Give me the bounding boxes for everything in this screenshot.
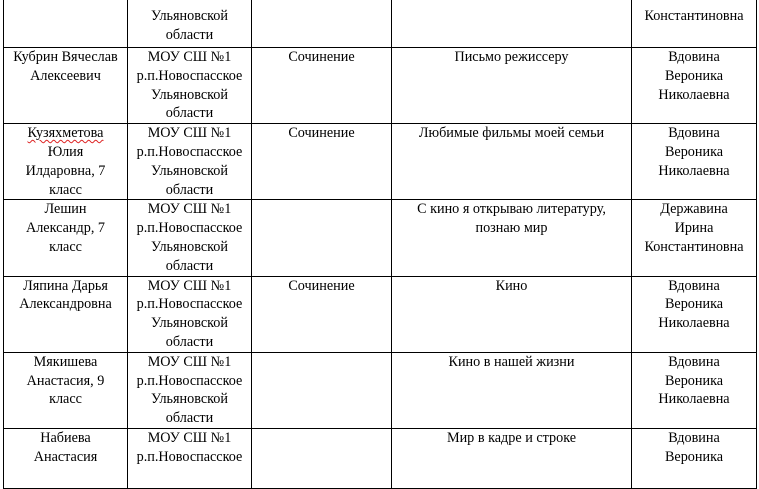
title-line: Письмо режиссеру (454, 49, 569, 65)
school-line: области (165, 105, 214, 122)
school-line: Ульяновской (151, 86, 228, 103)
supervisor-line: Вероника (664, 67, 724, 84)
school-line: р.п.Новоспасское (136, 220, 243, 237)
supervisor-cell (632, 276, 757, 352)
title-line: Кино (495, 277, 528, 294)
supervisor-line: Державина (660, 201, 728, 218)
school-line: области (165, 410, 214, 427)
name-line: класс (49, 391, 82, 408)
supervisor-line: Константиновна (644, 7, 744, 24)
name-line: Мякишева (33, 353, 98, 370)
table-row (4, 124, 757, 200)
supervisor-cell (632, 428, 757, 488)
supervisor-line: Вероника (664, 372, 724, 389)
title-line: Кино в нашей жизни (448, 353, 575, 370)
school-line: Ульяновской (151, 315, 228, 332)
school-line: МОУ СШ №1 (147, 353, 232, 370)
school-line: Ульяновской (151, 238, 228, 255)
school-line: МОУ СШ №1 (147, 49, 232, 65)
supervisor-cell (632, 124, 757, 200)
work-type-cell (252, 428, 392, 488)
name-line: Юлия (47, 143, 84, 160)
school-line: р.п.Новоспасское (136, 67, 243, 84)
school-line: р.п.Новоспасское (136, 143, 243, 160)
supervisor-cell (632, 352, 757, 428)
work-type-cell: Сочинение (252, 48, 392, 124)
work-type-cell: Сочинение (252, 124, 392, 200)
name-line: Алексеевич (30, 67, 101, 84)
supervisor-line: Николаевна (658, 162, 730, 179)
title-line: познаю мир (475, 220, 548, 237)
school-cell (128, 124, 252, 200)
name-line: Александр, 7 (25, 220, 106, 237)
table-row (4, 428, 757, 488)
school-cell (128, 200, 252, 276)
title-cell (392, 124, 632, 200)
name-line: Ляпина Дарья (23, 277, 108, 294)
school-line (129, 0, 250, 7)
table-row (4, 352, 757, 428)
name-cell (4, 124, 128, 200)
work-type-cell (252, 200, 392, 276)
school-line: р.п.Новоспасское (136, 372, 243, 389)
table-row (4, 276, 757, 352)
name-line: Илдаровна, 7 (25, 162, 106, 179)
school-line: МОУ СШ №1 (147, 277, 232, 294)
title-cell (392, 276, 632, 352)
school-line: области (165, 181, 214, 198)
title-cell (392, 428, 632, 488)
supervisor-line: Константиновна (644, 238, 744, 255)
name-cell (4, 0, 128, 48)
supervisor-cell (632, 48, 757, 124)
title-cell (392, 48, 632, 124)
name-cell (4, 200, 128, 276)
work-type-cell (252, 0, 392, 48)
supervisor-line: Вдовина (668, 125, 720, 142)
supervisor-cell (632, 200, 757, 276)
table-row (4, 200, 757, 276)
school-line: области (165, 26, 214, 43)
school-cell (128, 0, 252, 48)
school-line: Ульяновской (151, 7, 228, 24)
title-line: С кино я открываю литературу, (417, 201, 606, 218)
participants-table (3, 0, 757, 489)
supervisor-line: Николаевна (658, 315, 730, 332)
name-line: Набиева (40, 429, 91, 446)
title-cell (392, 352, 632, 428)
supervisor-line: Вдовина (668, 429, 720, 446)
supervisor-line (633, 0, 755, 7)
supervisor-line: Вдовина (668, 49, 720, 65)
title-cell (392, 0, 632, 48)
title-cell (392, 200, 632, 276)
school-line: Ульяновской (151, 162, 228, 179)
school-cell (128, 352, 252, 428)
name-line: класс (49, 238, 82, 255)
title-line: Мир в кадре и строке (446, 429, 577, 446)
name-cell (4, 48, 128, 124)
school-line: Ульяновской (151, 391, 228, 408)
school-cell (128, 276, 252, 352)
name-cell (4, 276, 128, 352)
supervisor-line: Вдовина (668, 277, 720, 294)
title-line: Любимые фильмы моей семьи (418, 125, 605, 142)
school-line: области (165, 257, 214, 274)
name-line: Лешин (44, 201, 87, 218)
supervisor-line: Вероника (664, 143, 724, 160)
work-type-cell (252, 352, 392, 428)
supervisor-cell (632, 0, 757, 48)
school-line: р.п.Новоспасское (136, 296, 243, 313)
name-cell (4, 428, 128, 488)
school-line: МОУ СШ №1 (147, 125, 232, 142)
supervisor-line: Ирина (674, 220, 714, 237)
school-line: МОУ СШ №1 (147, 201, 232, 218)
table-row (4, 48, 757, 124)
school-line: МОУ СШ №1 (147, 429, 232, 446)
name-line: Анастасия (33, 448, 98, 465)
school-cell (128, 428, 252, 488)
name-line: класс (49, 181, 82, 198)
supervisor-line: Николаевна (658, 86, 730, 103)
school-cell (128, 48, 252, 124)
supervisor-line: Вдовина (668, 353, 720, 370)
table-row (4, 0, 757, 48)
supervisor-line: Вероника (664, 296, 724, 313)
name-line: Кубрин Вячеслав (13, 49, 118, 65)
school-line: р.п.Новоспасское (136, 448, 243, 465)
name-cell (4, 352, 128, 428)
work-type-cell: Сочинение (252, 276, 392, 352)
name-line: Кузяхметова (27, 125, 104, 142)
name-line: Александровна (19, 296, 112, 313)
school-line: области (165, 333, 214, 350)
supervisor-line: Николаевна (658, 391, 730, 408)
supervisor-line: Вероника (664, 448, 724, 465)
name-line: Анастасия, 9 (26, 372, 105, 389)
